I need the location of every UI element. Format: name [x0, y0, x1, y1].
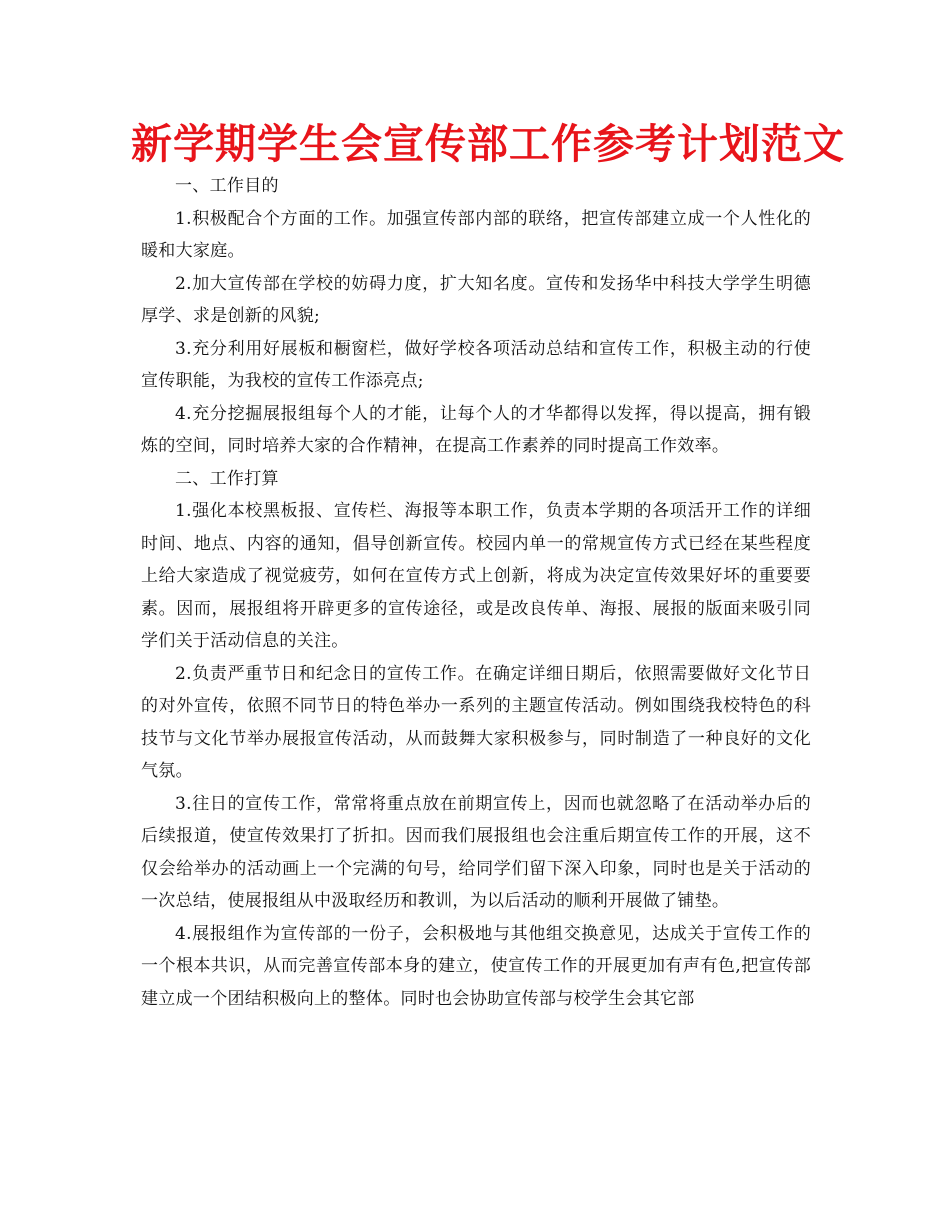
paragraph: 3.往日的宣传工作，常常将重点放在前期宣传上，因而也就忽略了在活动举办后的后续报道，使宣传效果打了折扣。因而我们展报组也会注重后期宣传工作的开展，这不仅会给举办的活动画上一个完满的句号，给同学们留下深入印象，同时也是关于活动的一次总结，使展报组从中汲取经历和教训，为以后活动的顺利开展做了铺垫。 [141, 793, 811, 911]
document-page [131, 118, 845, 1015]
paragraph: 4.充分挖掘展报组每个人的才能，让每个人的才华都得以发挥，得以提高，拥有锻炼的空间，同时培养大家的合作精神，在提高工作素养的同时提高工作效率。 [141, 403, 811, 456]
paragraph: 1.强化本校黑板报、宣传栏、海报等本职工作，负责本学期的各项活开工作的详细时间、地点、内容的通知，倡导创新宣传。校园内单一的常规宣传方式已经在某些程度上给大家造成了视觉疲劳，如何在宣传方式上创新，将成为决定宣传效果好坏的重要要素。因而，展报组将开辟更多的宣传途径，或是改良传单、海报、展报的版面来吸引同学们关于活动信息的关注。 [141, 501, 811, 651]
paragraph: 3.充分利用好展板和橱窗栏，做好学校各项活动总结和宣传工作，积极主动的行使宣传职能，为我校的宣传工作添亮点; [141, 338, 811, 391]
document-title: 新学期学生会宣传部工作参考计划范文 [131, 120, 845, 168]
paragraph: 1.积极配合个方面的工作。加强宣传部内部的联络，把宣传部建立成一个人性化的暖和大家庭。 [141, 208, 811, 261]
section-heading-purpose: 一、工作目的 [175, 176, 279, 196]
document-body [141, 170, 811, 1015]
paragraph: 4.展报组作为宣传部的一份子，会积极地与其他组交换意见，达成关于宣传工作的一个根本共识，从而完善宣传部本身的建立，使宣传工作的开展更加有声有色,把宣传部建立成一个团结积极向上的整体。同时也会协助宣传部与校学生会其它部 [141, 923, 811, 1009]
paragraph: 2.负责严重节日和纪念日的宣传工作。在确定详细日期后，依照需要做好文化节日的对外宣传，依照不同节日的特色举办一系列的主题宣传活动。例如围绕我校特色的科技节与文化节举办展报宣传活动，从而鼓舞大家积极参与，同时制造了一种良好的文化气氛。 [141, 663, 811, 781]
paragraph: 2.加大宣传部在学校的妨碍力度，扩大知名度。宣传和发扬华中科技大学学生明德厚学、求是创新的风貌; [141, 273, 811, 326]
section-heading-plan: 二、工作打算 [175, 468, 279, 489]
